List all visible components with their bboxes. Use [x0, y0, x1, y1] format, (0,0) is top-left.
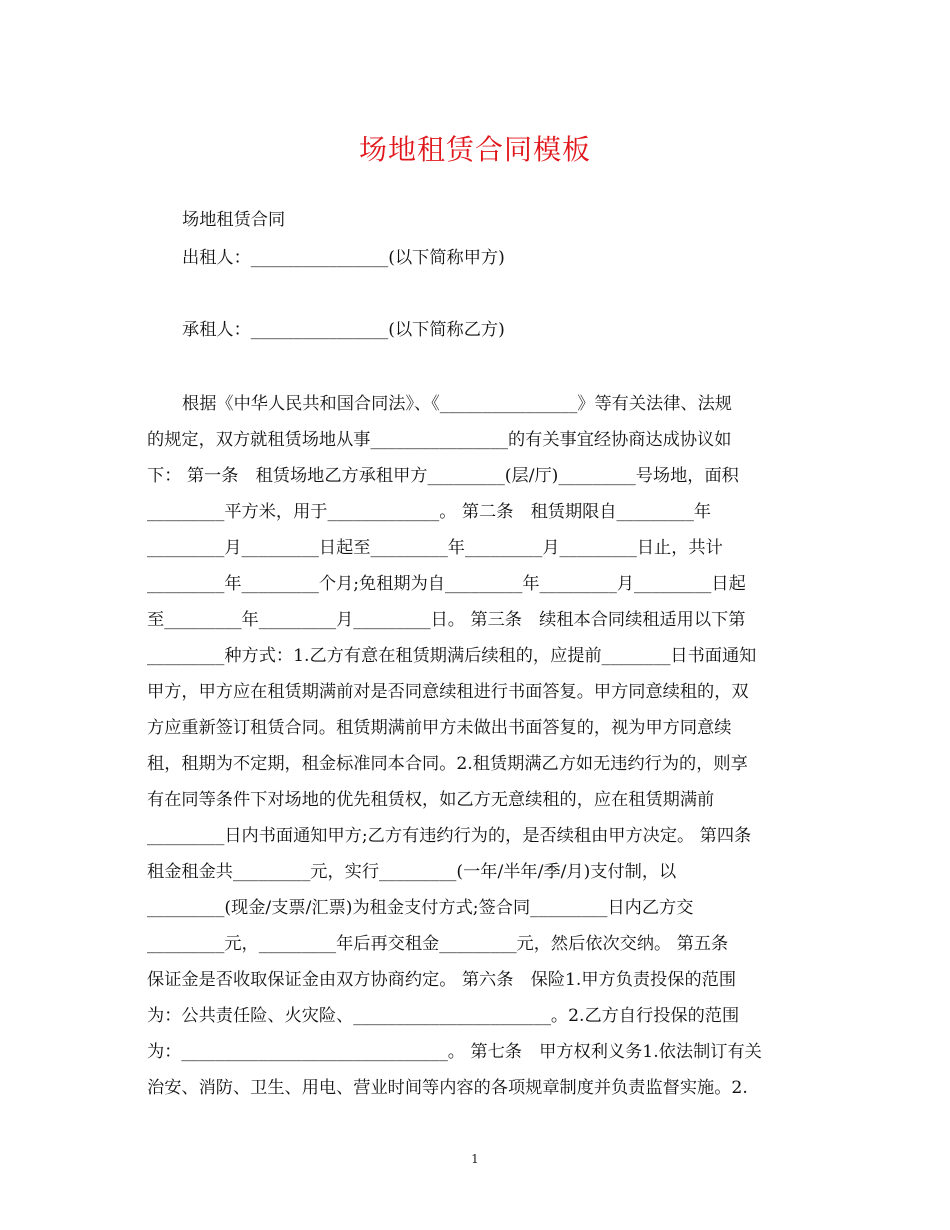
body-line-14: 租金租金共_________元，实行_________(一年/半年/季/月)支付制，以: [147, 862, 677, 882]
document-title: 场地租赁合同模板: [358, 133, 591, 166]
body-line-5: _________月_________日起至_________年_________月_________日止，共计: [147, 538, 723, 558]
body-line-1: 根据《中华人民共和国合同法》、《________________》等有关法律、法规: [182, 394, 732, 414]
body-line-4: _________平方米，用于_____________。 第二条 租赁期限自_________年: [147, 502, 712, 522]
page-number: 1: [471, 1152, 479, 1166]
contract-heading: 场地租赁合同: [182, 210, 286, 230]
body-line-16: _________元，_________年后再交租金_________元，然后依次交纳。 第五条: [147, 934, 729, 954]
lessor-line: 出租人：________________(以下简称甲方): [182, 248, 505, 268]
body-line-18: 为：公共责任险、火灾险、_______________________。2.乙方自行投保的范围: [147, 1006, 740, 1026]
body-line-6: _________年_________个月;免租期为自_________年_________月_________日起: [147, 574, 746, 594]
body-line-15: _________(现金/支票/汇票)为租金支付方式;签合同_________日内乙方交: [147, 898, 694, 918]
body-line-13: _________日内书面通知甲方;乙方有违约行为的，是否续租由甲方决定。 第四条: [147, 826, 752, 846]
body-line-19: 为：_______________________________。 第七条 甲方权利义务1.依法制订有关: [147, 1042, 762, 1062]
body-line-10: 方应重新签订租赁合同。租赁期满前甲方未做出书面答复的，视为甲方同意续: [147, 718, 732, 738]
lessee-line: 承租人：________________(以下简称乙方): [182, 320, 505, 340]
body-line-9: 甲方，甲方应在租赁期满前对是否同意续租进行书面答复。甲方同意续租的，双: [147, 682, 749, 702]
body-line-12: 有在同等条件下对场地的优先租赁权，如乙方无意续租的，应在租赁期满前: [147, 790, 715, 810]
body-line-8: _________种方式：1.乙方有意在租赁期满后续租的，应提前________日书面通知: [147, 646, 757, 666]
body-line-7: 至_________年_________月_________日。 第三条 续租本合同续租适用以下第: [147, 610, 746, 630]
body-line-17: 保证金是否收取保证金由双方协商约定。 第六条 保险1.甲方负责投保的范围: [147, 970, 737, 990]
body-line-3: 下： 第一条 租赁场地乙方承租甲方_________(层/厅)_________号场地，面积: [147, 466, 739, 486]
body-line-2: 的规定，双方就租赁场地从事________________的有关事宜经协商达成协议如: [147, 430, 732, 450]
body-line-20: 治安、消防、卫生、用电、营业时间等内容的各项规章制度并负责监督实施。2.: [147, 1078, 748, 1098]
body-line-11: 租，租期为不定期，租金标准同本合同。2.租赁期满乙方如无违约行为的，则享: [147, 754, 748, 774]
